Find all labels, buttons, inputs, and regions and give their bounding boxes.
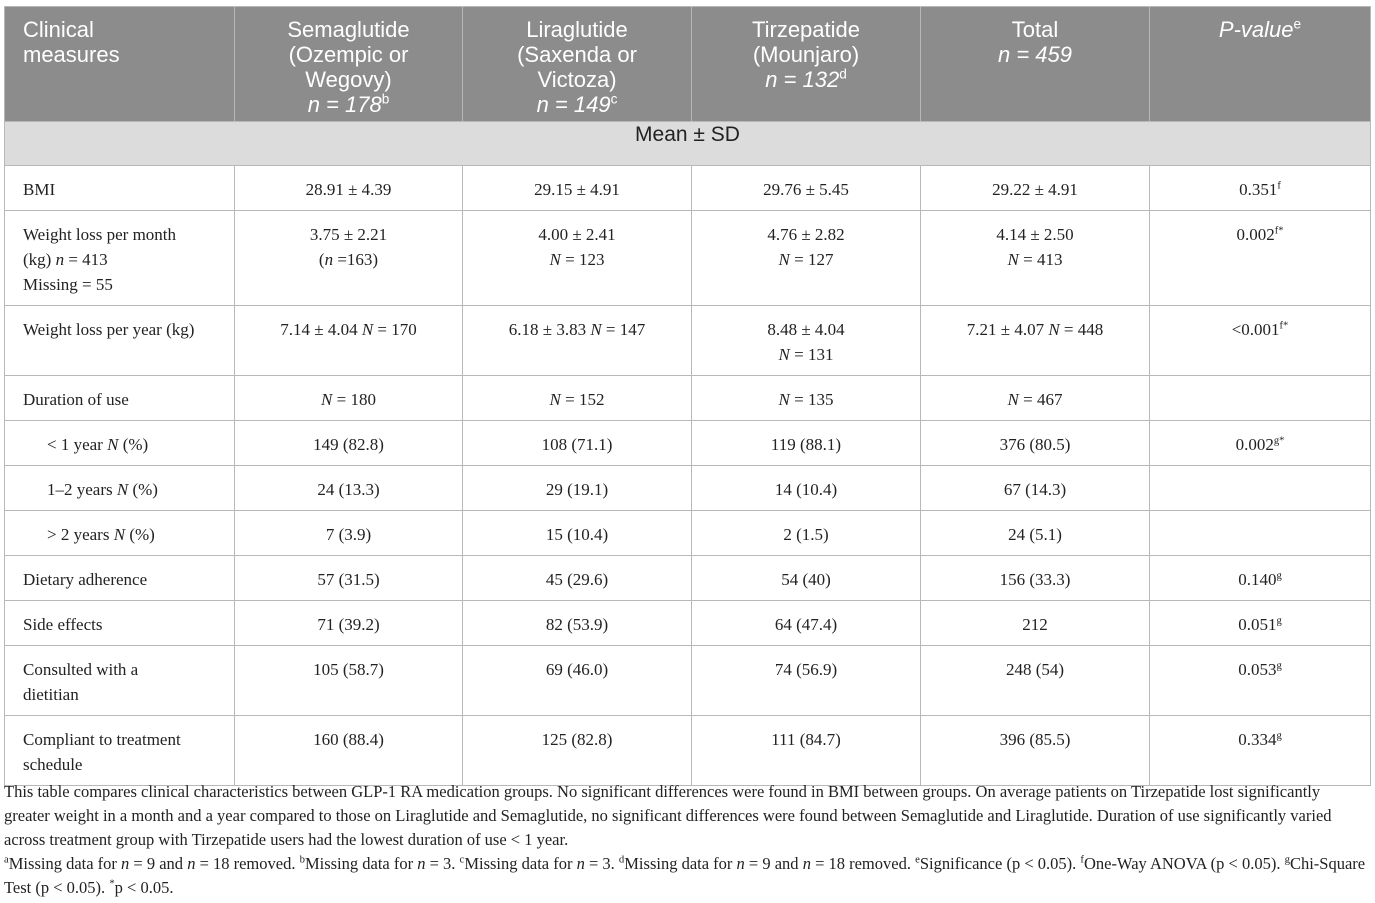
row-label: Duration of use <box>5 376 235 421</box>
table-cell: 376 (80.5) <box>921 421 1150 466</box>
table-cell: 28.91 ± 4.39 <box>235 166 463 211</box>
header-text: (Ozempic or <box>288 42 409 67</box>
row-label: Consulted with a dietitian <box>5 646 235 716</box>
header-text: (Saxenda or <box>517 42 637 67</box>
header-text: Total <box>1011 17 1059 42</box>
p-value-cell: 0.053$^g$ <box>1150 646 1371 716</box>
row-label: > 2 years N (%) <box>5 511 235 556</box>
header-n: n = 459 <box>997 42 1072 67</box>
table-row <box>5 601 1371 646</box>
header-total <box>921 7 1150 122</box>
table-cell: N = 180 <box>235 376 463 421</box>
table-cell: 7 (3.9) <box>235 511 463 556</box>
table-cell: 7.21 ± 4.07 N = 448 <box>921 306 1150 376</box>
table-cell: 29.22 ± 4.91 <box>921 166 1150 211</box>
table-row <box>5 376 1371 421</box>
footnote-mark: b <box>381 91 390 107</box>
p-value-cell: $0.002^{f*}$ <box>1150 211 1371 306</box>
p-value-cell <box>1150 511 1371 556</box>
header-text: P-value <box>1218 17 1294 42</box>
row-label: Weight loss per year (kg) <box>5 306 235 376</box>
header-text: Tirzepatide <box>751 17 860 42</box>
table-row <box>5 211 1371 306</box>
header-n: n = 149 <box>536 92 611 117</box>
footnote: $^g$Chi-Square Test (p < 0.05). <box>4 853 1366 897</box>
p-value-cell: 0.351$^f$ <box>1150 166 1371 211</box>
table-row <box>5 421 1371 466</box>
table-row <box>5 511 1371 556</box>
table-cell: 2 (1.5) <box>692 511 921 556</box>
table-cell: 396 (85.5) <box>921 716 1150 786</box>
footnote-mark: c <box>610 91 618 107</box>
table-cell: 24 (5.1) <box>921 511 1150 556</box>
table-cell: 54 (40) <box>692 556 921 601</box>
header-liraglutide <box>463 7 692 122</box>
p-value-cell: $0.002^{g*}$ <box>1150 421 1371 466</box>
table-cell: 108 (71.1) <box>463 421 692 466</box>
table-cell: 125 (82.8) <box>463 716 692 786</box>
footnotes <box>4 852 1370 900</box>
p-value-cell: 0.140$^g$ <box>1150 556 1371 601</box>
table-cell: N = 467 <box>921 376 1150 421</box>
row-label: < 1 year N (%) <box>5 421 235 466</box>
footnote: $^c$Missing data for n = 3. <box>459 853 615 873</box>
p-value-cell: 0.334$^g$ <box>1150 716 1371 786</box>
header-row <box>5 7 1371 122</box>
row-label: Side effects <box>5 601 235 646</box>
header-n: n = 132 <box>765 67 840 92</box>
footnote-mark: e <box>1293 16 1302 32</box>
header-text: Victoza) <box>537 67 617 92</box>
table-cell: 156 (33.3) <box>921 556 1150 601</box>
footnote-mark: d <box>839 66 847 82</box>
table-cell: 149 (82.8) <box>235 421 463 466</box>
row-label: Weight loss per month (kg) n = 413 Missing = 55 <box>5 211 235 306</box>
header-text: (Mounjaro) <box>752 42 860 67</box>
table-cell: 14 (10.4) <box>692 466 921 511</box>
header-text: measures <box>23 42 120 67</box>
table-row <box>5 556 1371 601</box>
row-label: Compliant to treatment schedule <box>5 716 235 786</box>
row-label: 1–2 years N (%) <box>5 466 235 511</box>
header-clinical-measures <box>5 7 235 122</box>
clinical-measures-table <box>4 6 1371 786</box>
table-cell: N = 152 <box>463 376 692 421</box>
table-cell: 160 (88.4) <box>235 716 463 786</box>
table-cell: 71 (39.2) <box>235 601 463 646</box>
table-cell: 69 (46.0) <box>463 646 692 716</box>
table-row <box>5 166 1371 211</box>
table-cell: 15 (10.4) <box>463 511 692 556</box>
table-row <box>5 466 1371 511</box>
table-cell: 24 (13.3) <box>235 466 463 511</box>
table-cell: 7.14 ± 4.04 N = 170 <box>235 306 463 376</box>
table-cell: 45 (29.6) <box>463 556 692 601</box>
header-text: Clinical <box>23 17 94 42</box>
table-cell: 57 (31.5) <box>235 556 463 601</box>
footnote: $^a$Missing data for n = 9 and n = 18 removed. <box>4 853 296 873</box>
table-cell: 4.14 ± 2.50 N = 413 <box>921 211 1150 306</box>
table-notes <box>4 780 1370 900</box>
p-value-cell <box>1150 376 1371 421</box>
header-n: n = 178 <box>307 92 382 117</box>
header-tirzepatide <box>692 7 921 122</box>
footnote: $^b$Missing data for n = 3. <box>299 853 456 873</box>
table-row <box>5 716 1371 786</box>
header-text: Liraglutide <box>526 17 628 42</box>
footnote: *p < 0.05. <box>109 877 174 897</box>
p-value-cell <box>1150 466 1371 511</box>
header-semaglutide <box>235 7 463 122</box>
row-label: Dietary adherence <box>5 556 235 601</box>
table-cell: 82 (53.9) <box>463 601 692 646</box>
table-cell: 248 (54) <box>921 646 1150 716</box>
table-caption: This table compares clinical characteristics between GLP-1 RA medication groups. No significant differences were found in BMI between groups. On average patients on Tirzepatide lost significantly greater weight in a month and a year compared to those on Liraglutide and Semaglutide, no significant differences were found between Semaglutide and Liraglutide. Duration of use significantly varied across treatment group with Tirzepatide users had the lowest duration of use < 1 year. <box>4 782 1332 849</box>
table-cell: 111 (84.7) <box>692 716 921 786</box>
section-label: Mean ± SD <box>5 122 1371 166</box>
header-text: Semaglutide <box>287 17 410 42</box>
table-cell: 212 <box>921 601 1150 646</box>
table-row <box>5 646 1371 716</box>
header-p-value <box>1150 7 1371 122</box>
p-value-cell: $<0.001^{f*}$ <box>1150 306 1371 376</box>
table-cell: 119 (88.1) <box>692 421 921 466</box>
table-cell: 29.76 ± 5.45 <box>692 166 921 211</box>
footnote: $^f$One-Way ANOVA (p < 0.05). <box>1080 853 1281 873</box>
table-cell: 8.48 ± 4.04 N = 131 <box>692 306 921 376</box>
header-text: Wegovy) <box>305 67 392 92</box>
table-cell: 3.75 ± 2.21 (n =163) <box>235 211 463 306</box>
table-cell: 67 (14.3) <box>921 466 1150 511</box>
table-cell: 29.15 ± 4.91 <box>463 166 692 211</box>
table-cell: 4.76 ± 2.82 N = 127 <box>692 211 921 306</box>
table-cell: 29 (19.1) <box>463 466 692 511</box>
footnote: $^d$Missing data for n = 9 and n = 18 removed. <box>618 853 911 873</box>
footnote: $^e$Significance (p < 0.05). <box>915 853 1077 873</box>
table-cell: 105 (58.7) <box>235 646 463 716</box>
table-cell: 74 (56.9) <box>692 646 921 716</box>
table-cell: 64 (47.4) <box>692 601 921 646</box>
table-cell: N = 135 <box>692 376 921 421</box>
section-row <box>5 122 1371 166</box>
table-cell: 6.18 ± 3.83 N = 147 <box>463 306 692 376</box>
table-cell: 4.00 ± 2.41 N = 123 <box>463 211 692 306</box>
row-label: BMI <box>5 166 235 211</box>
p-value-cell: 0.051$^g$ <box>1150 601 1371 646</box>
table-row <box>5 306 1371 376</box>
